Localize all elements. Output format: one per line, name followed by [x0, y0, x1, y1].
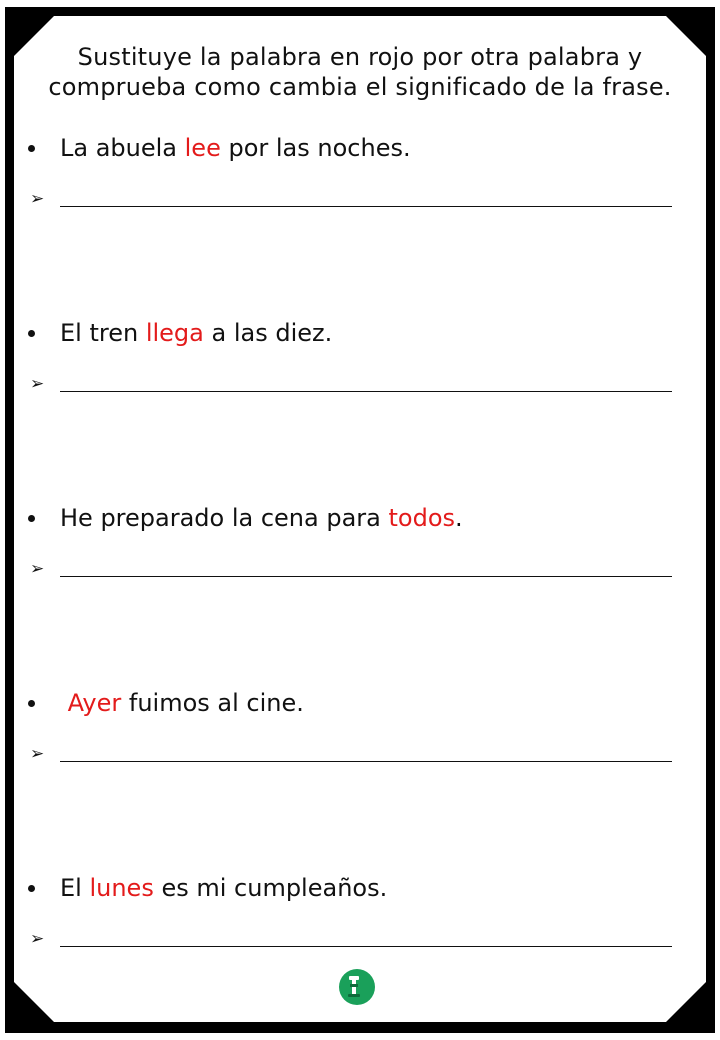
sentence-text-before: La abuela [60, 134, 185, 162]
target-word: llega [145, 319, 204, 347]
arrow-bullet-icon: ➢ [30, 744, 45, 764]
sentence-text-before: El [60, 874, 90, 902]
exercise-sentence [60, 503, 463, 533]
exercise-item-3 [0, 503, 720, 593]
exercise-sentence [60, 318, 332, 348]
arrow-bullet-icon: ➢ [30, 189, 45, 209]
bullet-icon [28, 885, 35, 892]
instructions-line-2: comprueba como cambia el significado de la frase. [48, 73, 672, 101]
answer-line[interactable] [60, 576, 672, 577]
answer-line[interactable] [60, 761, 672, 762]
arrow-bullet-icon: ➢ [30, 929, 45, 949]
target-word: lunes [89, 874, 154, 902]
bullet-icon [28, 330, 35, 337]
exercise-item-1 [0, 133, 720, 223]
instructions-title [14, 42, 706, 102]
target-word: todos [388, 504, 456, 532]
arrow-bullet-icon: ➢ [30, 374, 45, 394]
sentence-text-after: por las noches. [220, 134, 411, 162]
bullet-icon [28, 145, 35, 152]
teacher-logo-icon [339, 969, 375, 1005]
answer-line[interactable] [60, 946, 672, 947]
instructions-line-1: Sustituye la palabra en rojo por otra palabra y [77, 43, 643, 71]
answer-line[interactable] [60, 391, 672, 392]
target-word: lee [184, 134, 221, 162]
exercise-item-2 [0, 318, 720, 408]
sentence-text-before: He preparado la cena para [60, 504, 389, 532]
sentence-text-after: fuimos al cine. [121, 689, 304, 717]
bullet-icon [28, 515, 35, 522]
answer-line[interactable] [60, 206, 672, 207]
target-word: Ayer [67, 689, 122, 717]
exercise-item-4 [0, 688, 720, 778]
sentence-text-before [60, 689, 68, 717]
exercise-item-5 [0, 873, 720, 963]
bullet-icon [28, 700, 35, 707]
exercise-sentence [60, 133, 411, 163]
arrow-bullet-icon: ➢ [30, 559, 45, 579]
logo-figure-icon [347, 976, 361, 998]
sentence-text-after: a las diez. [203, 319, 333, 347]
sentence-text-after: es mi cumpleaños. [153, 874, 388, 902]
sentence-text-after: . [455, 504, 463, 532]
exercise-sentence [60, 873, 387, 903]
sentence-text-before: El tren [60, 319, 146, 347]
exercise-sentence [60, 688, 304, 718]
